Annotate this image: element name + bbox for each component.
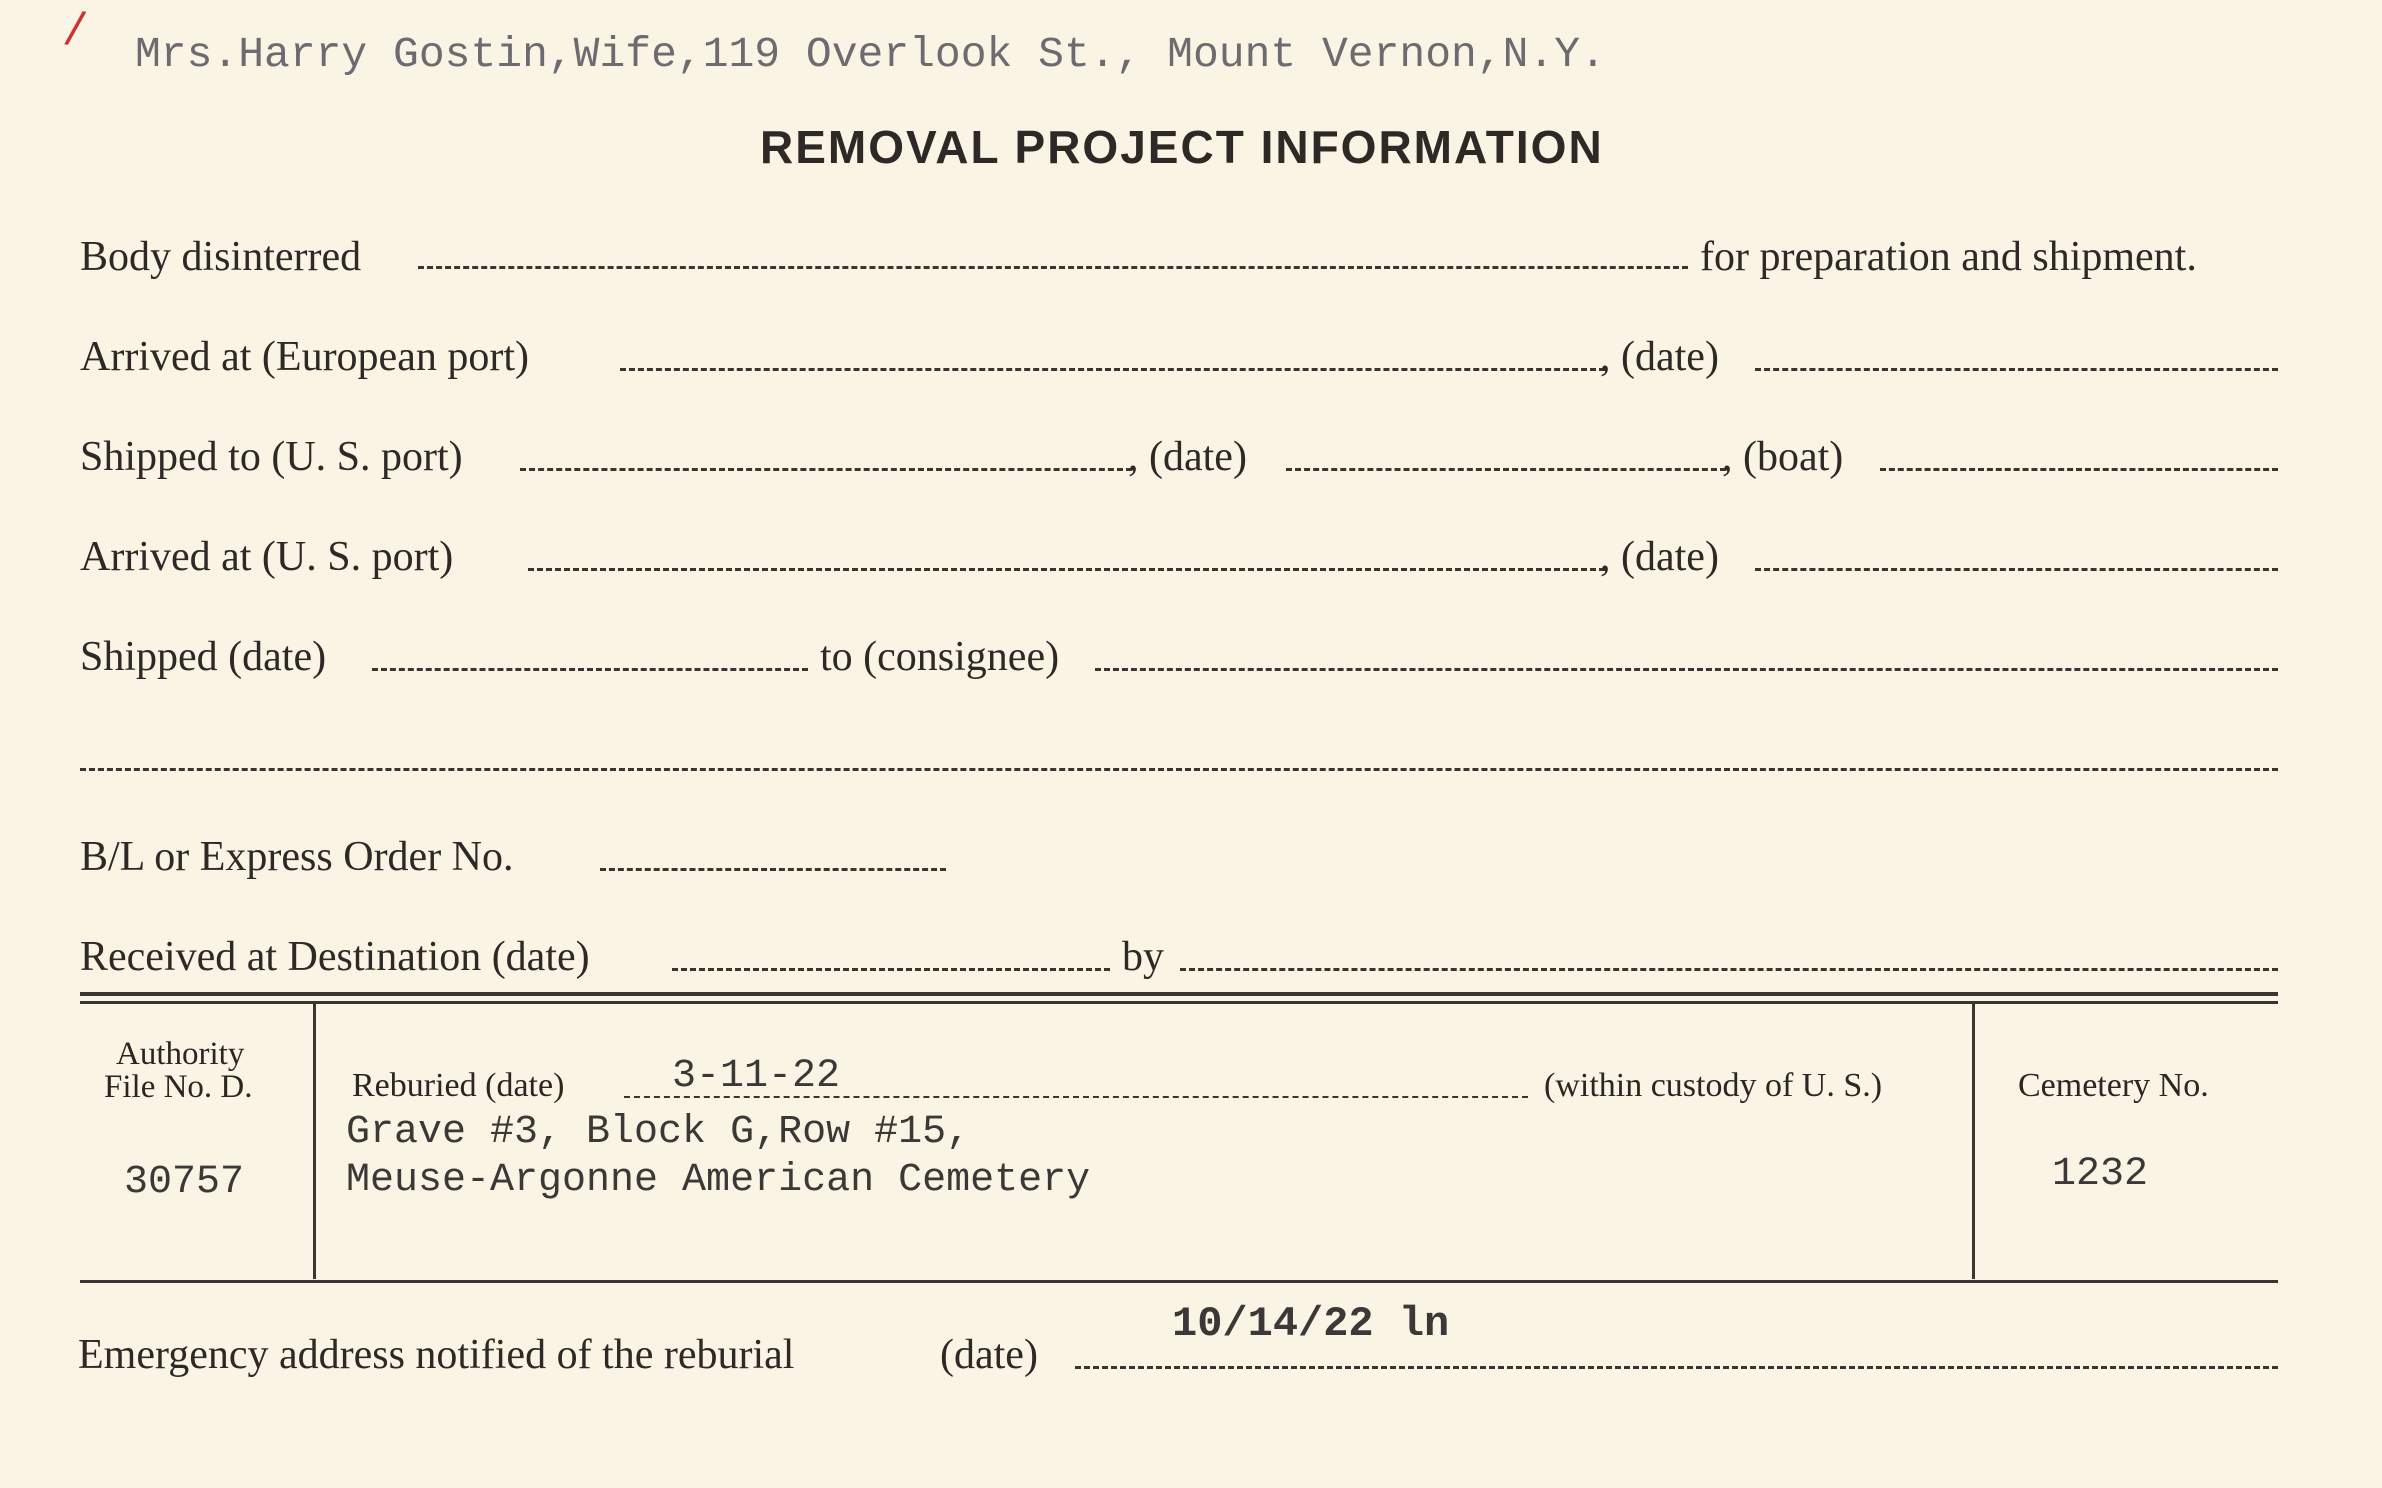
date-line-3 bbox=[1755, 568, 2278, 571]
date-label-2: , (date) bbox=[1128, 434, 1247, 480]
emergency-line bbox=[1075, 1366, 2278, 1369]
boat-label: , (boat) bbox=[1722, 434, 1844, 480]
date-label-3: , (date) bbox=[1600, 534, 1719, 580]
arrived-european-port-label: Arrived at (European port) bbox=[80, 334, 529, 380]
box-top-rule-1 bbox=[80, 992, 2278, 996]
body-disinterred-label: Body disinterred bbox=[80, 234, 362, 280]
date-line-2 bbox=[1286, 468, 1726, 471]
european-port-line bbox=[620, 368, 1605, 371]
by-line bbox=[1180, 968, 2278, 971]
box-top-rule-2 bbox=[80, 1001, 2278, 1004]
shipped-date-line bbox=[372, 668, 808, 671]
box-divider-left bbox=[313, 1004, 316, 1279]
shipped-date-label: Shipped (date) bbox=[80, 634, 327, 680]
authority-label-2: File No. D. bbox=[104, 1069, 253, 1105]
check-mark: / bbox=[62, 1, 88, 54]
card-title: REMOVAL PROJECT INFORMATION bbox=[760, 121, 1604, 173]
arrived-us-port-line bbox=[528, 568, 1605, 571]
box-bottom-rule bbox=[80, 1280, 2278, 1283]
consignee-line bbox=[1095, 668, 2278, 671]
date-line-1 bbox=[1755, 368, 2278, 371]
by-label: by bbox=[1122, 934, 1164, 980]
box-divider-right bbox=[1972, 1004, 1975, 1279]
date-label-1: , (date) bbox=[1600, 334, 1719, 380]
cemetery-number-value: 1232 bbox=[2052, 1152, 2149, 1197]
consignee-label: to (consignee) bbox=[820, 634, 1060, 680]
cemetery-name: Meuse-Argonne American Cemetery bbox=[346, 1158, 1091, 1203]
body-disinterred-line bbox=[418, 266, 1688, 269]
authority-label-1: Authority bbox=[116, 1036, 245, 1072]
arrived-us-port-label: Arrived at (U. S. port) bbox=[80, 534, 454, 580]
emergency-date-value: 10/14/22 ln bbox=[1172, 1300, 1450, 1348]
reburied-date-value: 3-11-22 bbox=[672, 1054, 841, 1099]
us-port-line bbox=[520, 468, 1132, 471]
header-typed-address: Mrs.Harry Gostin,Wife,119 Overlook St., Mount Vernon,N.Y. bbox=[135, 30, 1606, 79]
boat-line bbox=[1880, 468, 2278, 471]
authority-file-number: 30757 bbox=[124, 1160, 245, 1205]
received-destination-line bbox=[672, 968, 1110, 971]
blank-line bbox=[80, 768, 2278, 771]
grave-location: Grave #3, Block G,Row #15, bbox=[346, 1110, 971, 1155]
emergency-date-label: (date) bbox=[940, 1332, 1038, 1378]
reburied-label: Reburied (date) bbox=[352, 1067, 565, 1104]
shipped-to-us-port-label: Shipped to (U. S. port) bbox=[80, 434, 463, 480]
preparation-label: for preparation and shipment. bbox=[1700, 234, 2197, 280]
bl-express-order-line bbox=[600, 868, 946, 871]
emergency-label: Emergency address notified of the reburial bbox=[78, 1332, 795, 1378]
custody-label: (within custody of U. S.) bbox=[1544, 1067, 1883, 1104]
bl-express-order-label: B/L or Express Order No. bbox=[80, 834, 514, 880]
received-destination-label: Received at Destination (date) bbox=[80, 934, 590, 980]
cemetery-number-label: Cemetery No. bbox=[2018, 1067, 2209, 1104]
